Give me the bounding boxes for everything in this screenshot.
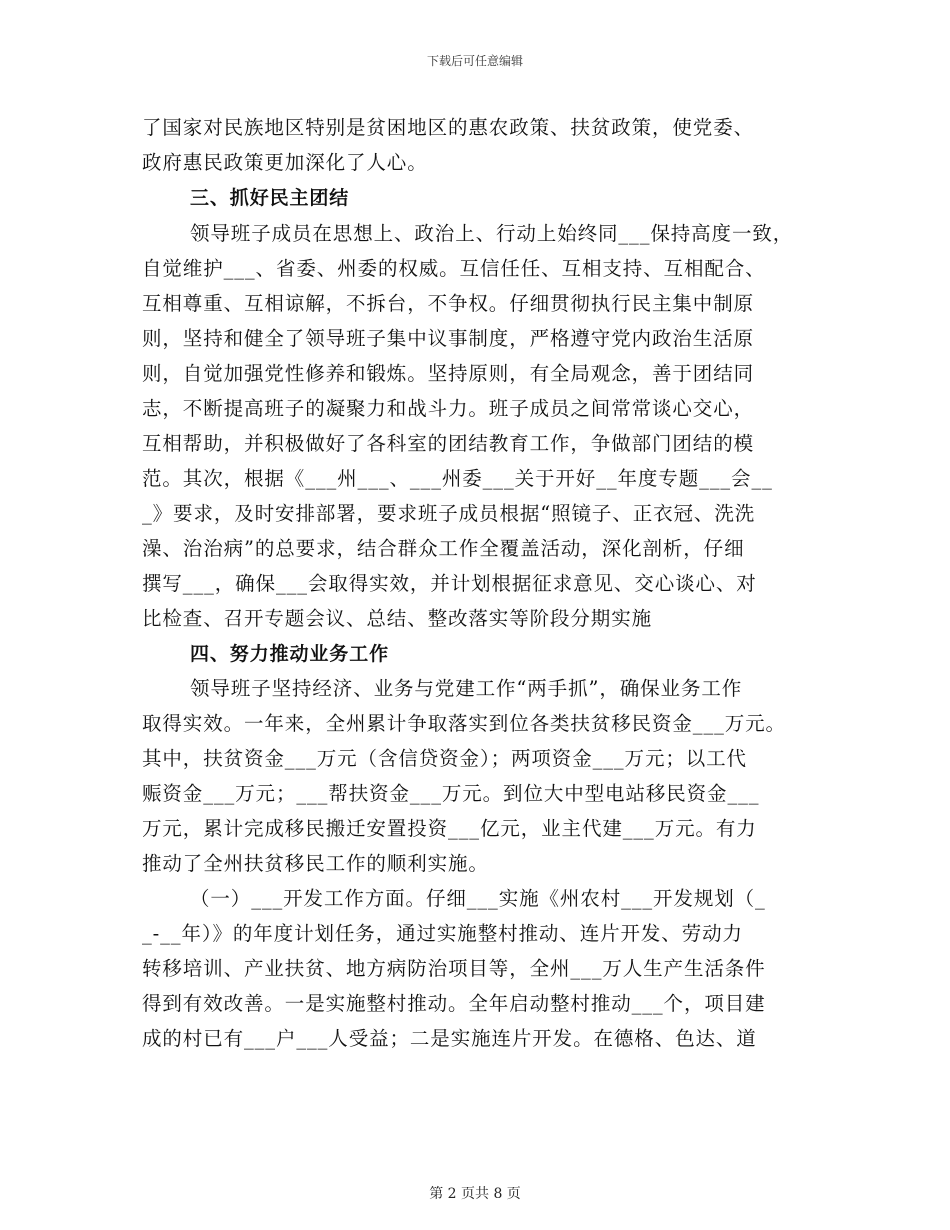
body-line: 互相帮助，并积极做好了各科室的团结教育工作，争做部门团结的模 [142, 432, 755, 455]
body-line: 其中，扶贫资金___万元（含信贷资金）；两项资金___万元；以工代 [142, 747, 747, 770]
body-line: 互相尊重、互相谅解，不拆台，不争权。仔细贯彻执行民主集中制原 [142, 292, 755, 315]
body-line: 自觉维护___、省委、州委的权威。互信任任、互相支持、互相配合、 [142, 257, 766, 280]
body-line: 赈资金___万元；___帮扶资金___万元。到位大中型电站移民资金___ [142, 782, 760, 805]
body-line: 政府惠民政策更加深化了人心。 [142, 151, 428, 174]
body-line: 则，坚持和健全了领导班子集中议事制度，严格遵守党内政治生活原 [142, 327, 755, 350]
body-line: 取得实效。一年来，全州累计争取落实到位各类扶贫移民资金___万元。 [142, 712, 786, 735]
body-line: _》要求，及时安排部署，要求班子成员根据“照镜子、正衣冠、洗洗 [142, 502, 756, 525]
section-heading: 四、努力推动业务工作 [190, 643, 390, 665]
section-heading: 三、抓好民主团结 [190, 187, 350, 209]
body-line: 澡、治治病”的总要求，结合群众工作全覆盖活动，深化剖析，仔细 [142, 537, 745, 560]
body-line: 推动了全州扶贫移民工作的顺利实施。 [142, 852, 489, 875]
body-line: 了国家对民族地区特别是贫困地区的惠农政策、扶贫政策，使党委、 [142, 116, 755, 139]
body-line: 志，不断提高班子的凝聚力和战斗力。班子成员之间常常谈心交心， [142, 397, 755, 420]
body-line: 则，自觉加强党性修养和锻炼。坚持原则，有全局观念，善于团结同 [142, 362, 755, 385]
body-line: 成的村已有___户___人受益；二是实施连片开发。在德格、色达、道 [142, 1027, 757, 1050]
page-footer: 第 2 页共 8 页 [429, 1186, 521, 1202]
body-line: 万元，累计完成移民搬迁安置投资___亿元，业主代建___万元。有力 [142, 817, 757, 840]
page-header: 下载后可任意编辑 [426, 54, 523, 68]
body-line: （一）___开发工作方面。仔细___实施《州农村___开发规划（_ [190, 887, 766, 910]
body-line: 得到有效改善。一是实施整村推动。全年启动整村推动___个，项目建 [142, 992, 766, 1015]
body-line: 领导班子成员在思想上、政治上、行动上始终同___保持高度一致， [190, 222, 794, 245]
body-line: 领导班子坚持经济、业务与党建工作“两手抓”，确保业务工作 [190, 677, 743, 700]
body-line: 转移培训、产业扶贫、地方病防治项目等，全州___万人生产生活条件 [142, 957, 766, 980]
body-line: _-__年）》的年度计划任务，通过实施整村推动、连片开发、劳动力 [142, 922, 743, 945]
body-line: 比检查、召开专题会议、总结、整改落实等阶段分期实施 [142, 607, 653, 630]
body-line: 范。其次，根据《___州___、___州委___关于开好__年度专题___会__ [142, 467, 773, 490]
body-line: 撰写___，确保___会取得实效，并计划根据征求意见、交心谈心、对 [142, 572, 757, 595]
